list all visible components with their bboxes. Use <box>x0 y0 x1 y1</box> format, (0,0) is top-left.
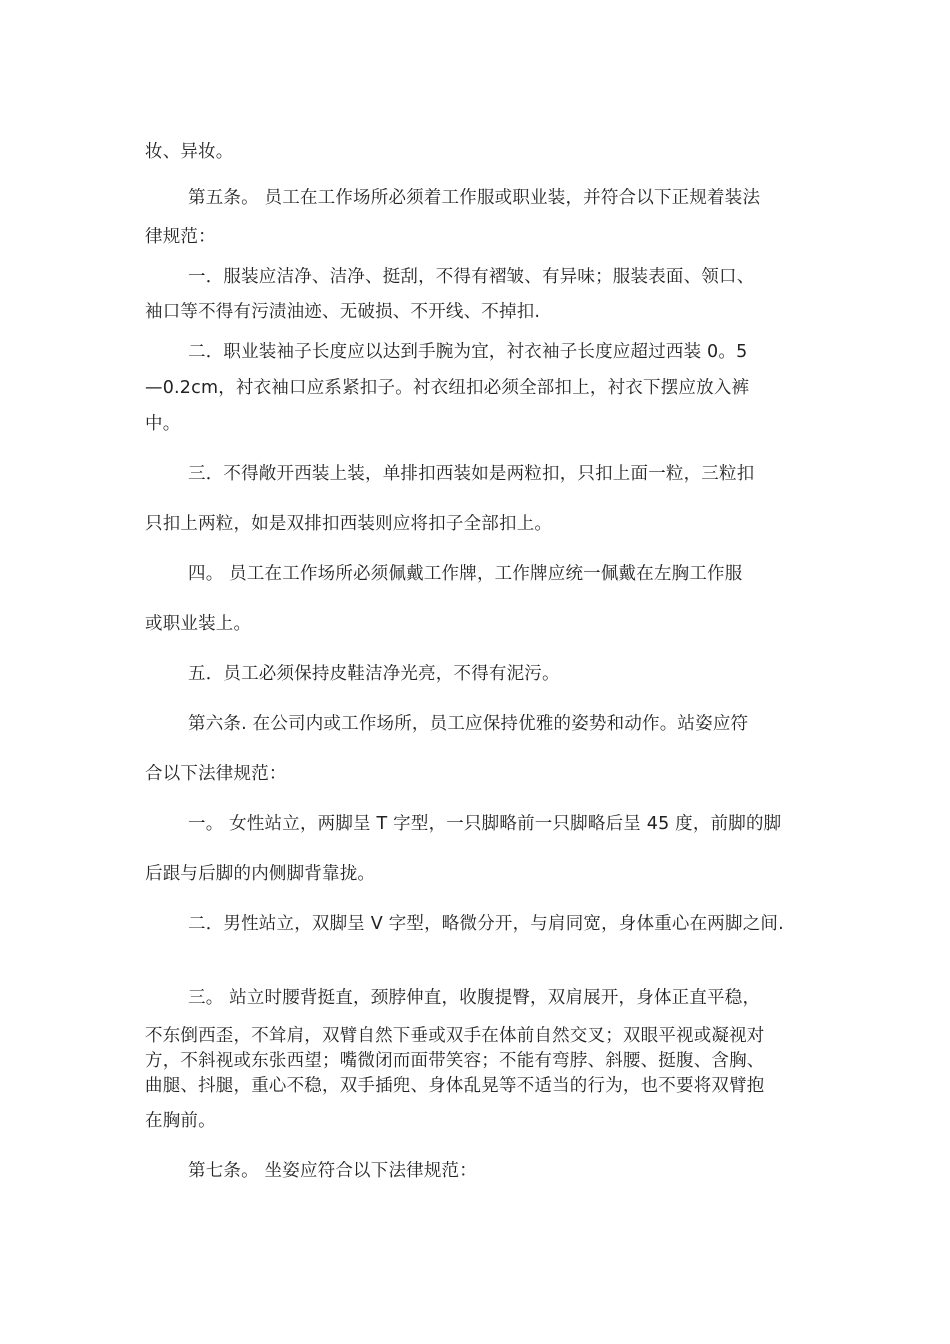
article-five-heading: 第五条。 员工在工作场所必须着工作服或职业装，并符合以下正规着装法 <box>188 188 761 208</box>
text-line: 或职业装上。 <box>145 614 252 634</box>
list-item: 一．服装应洁净、洁净、挺刮，不得有褶皱、有异味；服装表面、领口、 <box>188 267 755 287</box>
list-item: 五．员工必须保持皮鞋洁净光亮，不得有泥污。 <box>188 664 560 684</box>
text-line: 方，不斜视或东张西望；嘴微闭而面带笑容；不能有弯脖、斜腰、挺腹、含胸、 <box>145 1051 765 1071</box>
article-seven-heading: 第七条。 坐姿应符合以下法律规范： <box>188 1161 477 1181</box>
text-line: 只扣上两粒，如是双排扣西装则应将扣子全部扣上。 <box>145 514 553 534</box>
list-item: 三。 站立时腰背挺直，颈脖伸直，收腹提臀，双肩展开，身体正直平稳， <box>188 988 761 1008</box>
text-line: 律规范： <box>145 227 216 247</box>
text-line: 袖口等不得有污渍油迹、无破损、不开线、不掉扣. <box>145 302 541 322</box>
text-line: 曲腿、抖腿，重心不稳，双手插兜、身体乱晃等不适当的行为，也不要将双臂抱 <box>145 1076 765 1096</box>
article-six-heading: 第六条. 在公司内或工作场所，员工应保持优雅的姿势和动作。站姿应符 <box>188 714 749 734</box>
text-line: 中。 <box>145 414 181 434</box>
list-item: 二．职业装袖子长度应以达到手腕为宜，衬衣袖子长度应超过西装 0。5 <box>188 342 748 362</box>
list-item: 三．不得敞开西装上装，单排扣西装如是两粒扣，只扣上面一粒，三粒扣 <box>188 464 755 484</box>
list-item: 二．男性站立，双脚呈 V 字型，略微分开，与肩同宽，身体重心在两脚之间. <box>188 914 784 934</box>
text-line: 妆、异妆。 <box>145 142 234 162</box>
text-line: 不东倒西歪，不耸肩，双臂自然下垂或双手在体前自然交叉；双眼平视或凝视对 <box>145 1026 765 1046</box>
text-line: —0.2cm，衬衣袖口应系紧扣子。衬衣纽扣必须全部扣上，衬衣下摆应放入裤 <box>145 378 750 398</box>
text-line: 后跟与后脚的内侧脚背靠拢。 <box>145 864 376 884</box>
list-item: 四。 员工在工作场所必须佩戴工作牌，工作牌应统一佩戴在左胸工作服 <box>188 564 743 584</box>
list-item: 一。 女性站立，两脚呈 T 字型，一只脚略前一只脚略后呈 45 度，前脚的脚 <box>188 814 782 834</box>
text-line: 合以下法律规范： <box>145 764 287 784</box>
text-line: 在胸前。 <box>145 1111 216 1131</box>
